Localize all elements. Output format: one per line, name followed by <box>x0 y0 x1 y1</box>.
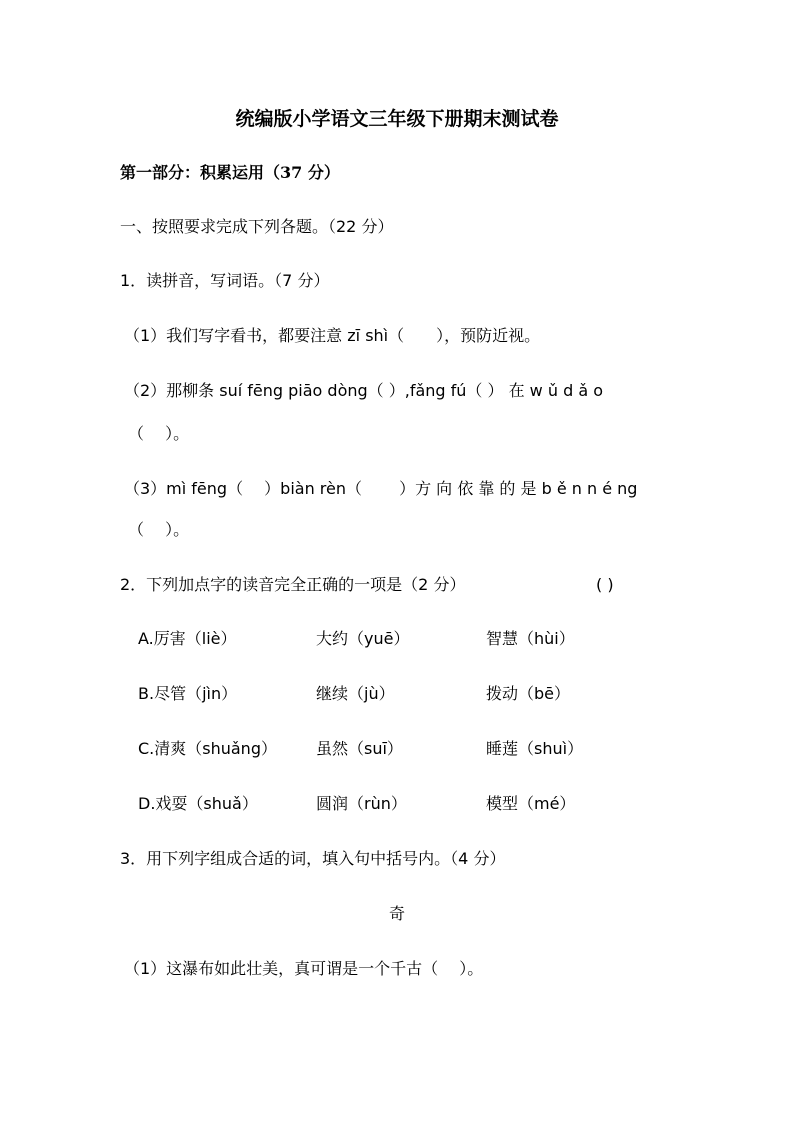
question-3-heading: 3．用下列字组成合适的词，填入句中括号内。（4 分） <box>120 849 506 868</box>
given-character: 奇 <box>388 904 405 923</box>
option-d-3: 模型（mé） <box>486 794 576 813</box>
part-heading: 第一部分：积累运用（37 分） <box>120 163 340 182</box>
question-1-line-1: （1）我们写字看书，都要注意 zī shì（ ），预防近视。 <box>124 326 541 345</box>
section-heading: 一、按照要求完成下列各题。（22 分） <box>120 217 394 236</box>
option-d-2: 圆润（rùn） <box>316 794 407 813</box>
question-1-line-3: （3）mì fēng（ ）biàn rèn（ ）方 向 依 靠 的 是 b ě n n é ng <box>124 479 638 498</box>
question-1-heading: 1．读拼音，写词语。（7 分） <box>120 271 330 290</box>
question-1-line-3-cont: （ ）。 <box>128 520 190 539</box>
option-a-1: A.厉害（liè） <box>138 629 237 648</box>
option-a-3: 智慧（hùi） <box>486 629 575 648</box>
option-c-1: C.清爽（shuǎng） <box>138 739 277 758</box>
option-b-3: 拨动（bē） <box>486 684 571 703</box>
option-d-1: D.戏耍（shuǎ） <box>138 794 258 813</box>
answer-paren: ( ) <box>596 575 614 594</box>
option-b-2: 继续（jù） <box>316 684 395 703</box>
question-1-line-2: （2）那柳条 suí fēng piāo dòng（ ）,fǎng fú（ ） 在 w ǔ d ǎ o <box>124 381 604 400</box>
page-title: 统编版小学语文三年级下册期末测试卷 <box>235 108 559 130</box>
question-1-line-2-cont: （ ）。 <box>128 424 190 443</box>
option-a-2: 大约（yuē） <box>316 629 410 648</box>
option-c-3: 睡莲（shuì） <box>486 739 584 758</box>
question-2-heading: 2．下列加点字的读音完全正确的一项是（2 分） <box>120 575 466 594</box>
option-c-2: 虽然（suī） <box>316 739 403 758</box>
question-3-line-1: （1）这瀑布如此壮美，真可谓是一个千古（ ）。 <box>124 959 484 978</box>
option-b-1: B.尽管（jìn） <box>138 684 238 703</box>
